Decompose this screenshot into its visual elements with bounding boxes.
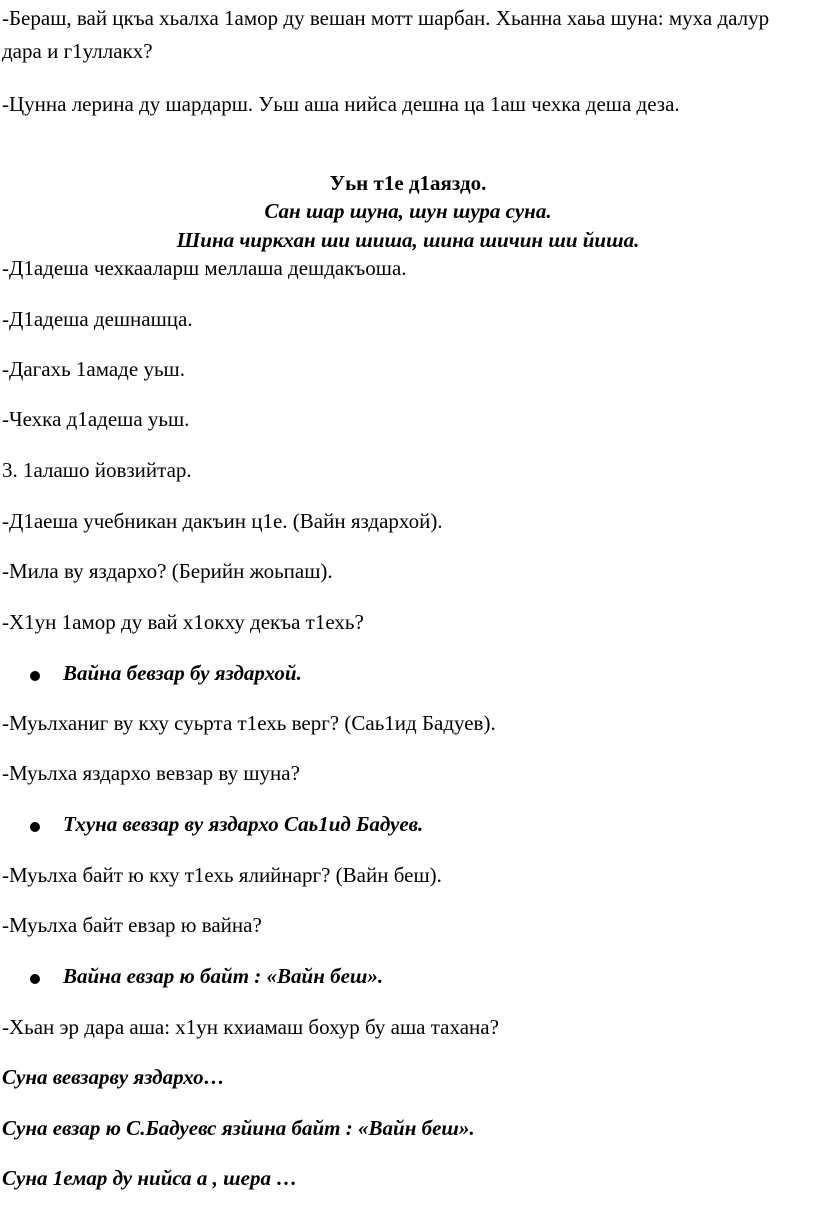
question-line: -Хьан эр дара аша: х1ун кхиамаш бохур бу аша тахана?	[2, 1015, 499, 1039]
bullet-answer: Вайна евзар ю байт : «Вайн беш».	[63, 964, 384, 988]
bullet-answer: Вайна бевзар бу яздархой.	[63, 661, 302, 685]
question-line: -Х1ун 1амор ду вай х1окху декъа т1ехь?	[2, 610, 364, 634]
bullet-dot-icon	[30, 822, 40, 832]
summary-line: Суна евзар ю С.Бадуевс язйина байт : «Вайн беш».	[2, 1116, 475, 1140]
instruction-line: -Д1адеша дешнашца.	[2, 307, 193, 331]
tongue-twister-line-1: Сан шар шуна, шун шура суна.	[264, 199, 552, 223]
question-line: -Мила ву яздархо? (Берийн жоьпаш).	[2, 559, 333, 583]
instruction-line: -Д1адеша чехкааларш меллаша дешдакъоша.	[2, 256, 407, 280]
paragraph-exercises: -Цунна лерина ду шардарш. Уьш аша нийса дешна ца 1аш чехка деша деза.	[2, 92, 680, 116]
question-line: -Муьлха яздархо вевзар ву шуна?	[2, 761, 300, 785]
instruction-line: -Чехка д1адеша уьш.	[2, 407, 190, 431]
question-line: -Муьлханиг ву кху суьрта т1ехь верг? (Саь1ид Бадуев).	[2, 711, 496, 735]
tongue-twister-line-2: Шина чиркхан ши шиша, шина шичин ши йиша.	[176, 228, 640, 252]
section-number-line: 3. 1алашо йовзийтар.	[2, 458, 192, 482]
instruction-line: -Дагахь 1амаде уьш.	[2, 357, 185, 381]
summary-line: Суна вевзарву яздархо…	[2, 1065, 225, 1089]
instruction-line: -Д1аеша учебникан дакъин ц1е. (Вайн яздархой).	[2, 509, 443, 533]
paragraph-intro: -Бераш, вай цкъа хьалха 1амор ду вешан мотт шарбан. Хьанна хаьа шуна: муха далур дара и г1уллакх?	[2, 6, 770, 63]
bullet-answer: Тхуна вевзар ву яздархо Саь1ид Бадуев.	[63, 812, 424, 836]
bullet-dot-icon	[30, 974, 40, 984]
section-heading: Уьн т1е д1аяздо.	[329, 171, 487, 195]
summary-line: Суна 1емар ду нийса а , шера …	[2, 1166, 298, 1190]
question-line: -Муьлха байт ю кху т1ехь ялийнарг? (Вайн беш).	[2, 863, 442, 887]
bullet-dot-icon	[30, 671, 40, 681]
question-line: -Муьлха байт евзар ю вайна?	[2, 913, 262, 937]
